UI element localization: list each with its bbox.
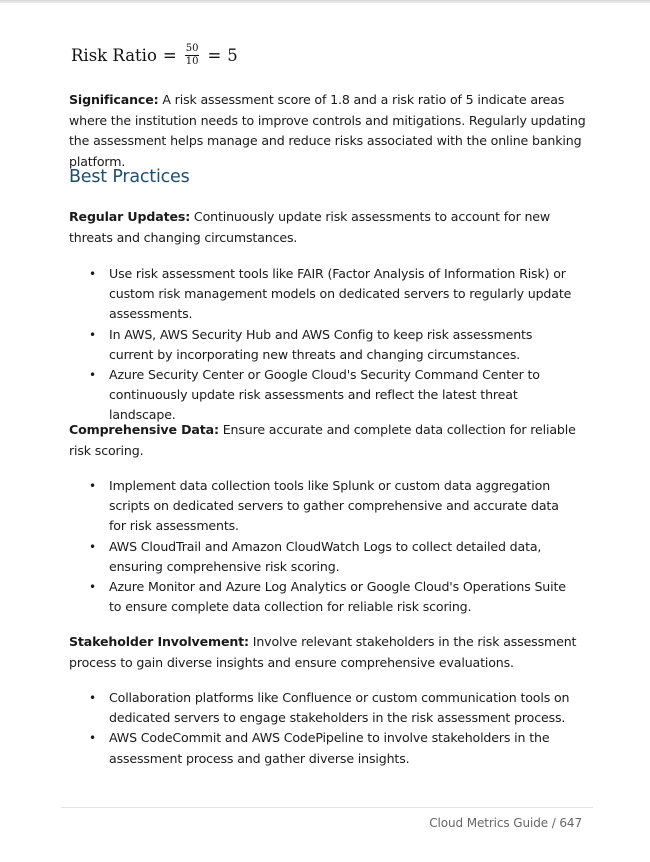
formula-equals: = (162, 46, 177, 65)
formula-result: 5 (227, 46, 238, 65)
bullet-icon: • (89, 539, 96, 554)
significance-paragraph (69, 90, 589, 172)
significance-label: Significance: (69, 92, 159, 107)
formula-lhs: Risk Ratio (71, 46, 157, 65)
list-item: • Azure Monitor and Azure Log Analytics or Google Cloud's Operations Suite to ensure complete data collection for reliable risk scoring. (89, 579, 566, 615)
regular-updates-paragraph (69, 207, 589, 248)
comprehensive-data-label: Comprehensive Data: (69, 422, 219, 437)
page-top-edge (0, 0, 650, 3)
significance-text: A risk assessment score of 1.8 and a risk ratio of 5 indicate areas where the institution needs to improve controls and mitigations. Regularly updating the assessment helps manage and reduce risks associated with the online banking platform. (69, 92, 586, 169)
footer-divider (61, 807, 593, 808)
bullet-icon: • (89, 731, 96, 746)
list-item: • Azure Security Center or Google Cloud's Security Command Center to continuously update risk assessments and reflect the latest threat landscape. (89, 367, 540, 423)
formula-numerator: 50 (185, 43, 199, 54)
best-practices-heading: Best Practices (69, 167, 190, 187)
stakeholder-involvement-label: Stakeholder Involvement: (69, 634, 249, 649)
list-item: • Collaboration platforms like Confluence or custom communication tools on dedicated servers to engage stakeholders in the risk assessment process. (89, 690, 570, 726)
formula-denominator: 10 (185, 56, 199, 67)
list-item: • AWS CloudTrail and Amazon CloudWatch Logs to collect detailed data, ensuring comprehensive risk scoring. (89, 538, 542, 574)
bullet-icon: • (89, 267, 96, 281)
stakeholder-involvement-list (89, 688, 579, 769)
comprehensive-data-list (89, 476, 579, 617)
formula-equals-2: = (207, 46, 222, 65)
regular-updates-label: Regular Updates: (69, 209, 191, 224)
list-item: • Implement data collection tools like Splunk or custom data aggregation scripts on dedicated servers to gather comprehensive and accurate data for risk assessments. (89, 478, 559, 534)
comprehensive-data-paragraph (69, 420, 589, 461)
page-footer: Cloud Metrics Guide / 647 (429, 816, 582, 830)
bullet-icon: • (89, 580, 96, 595)
formula-fraction (185, 44, 200, 67)
bullet-icon: • (89, 327, 96, 342)
bullet-icon: • (89, 479, 96, 493)
comprehensive-data-text: Ensure accurate and complete data collection for reliable risk scoring. (69, 422, 576, 458)
bullet-icon: • (89, 368, 96, 383)
bullet-icon: • (89, 691, 96, 705)
stakeholder-involvement-text: Involve relevant stakeholders in the risk assessment process to gain diverse insights and ensure comprehensive evaluations. (69, 634, 577, 670)
list-item: • Use risk assessment tools like FAIR (Factor Analysis of Information Risk) or custom risk management models on dedicated servers to regularly update assessments. (89, 266, 572, 322)
list-item: • AWS CodeCommit and AWS CodePipeline to involve stakeholders in the assessment process and gather diverse insights. (89, 730, 550, 766)
regular-updates-text: Continuously update risk assessments to account for new threats and changing circumstances. (69, 209, 551, 245)
regular-updates-list (89, 264, 579, 426)
risk-ratio-formula (71, 44, 238, 67)
stakeholder-involvement-paragraph (69, 632, 589, 673)
list-item: • In AWS, AWS Security Hub and AWS Config to keep risk assessments current by incorporating new threats and changing circumstances. (89, 326, 533, 362)
